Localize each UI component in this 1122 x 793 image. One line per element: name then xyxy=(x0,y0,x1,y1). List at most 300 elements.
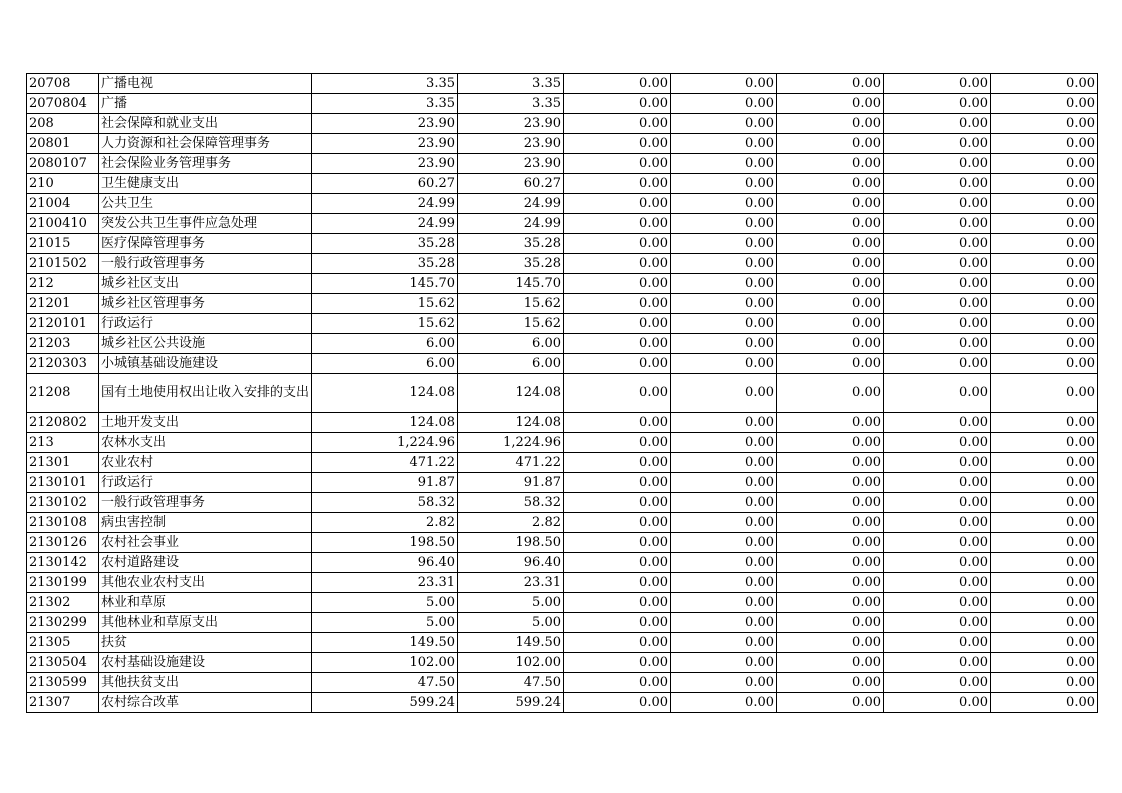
amount-cell-col-1: 5.00 xyxy=(312,613,458,633)
table-row xyxy=(27,553,1098,573)
amount-cell-col-5: 0.00 xyxy=(777,254,884,274)
amount-cell-col-2: 96.40 xyxy=(458,553,564,573)
amount-cell-col-4: 0.00 xyxy=(671,74,777,94)
subject-name-cell: 社会保险业务管理事务 xyxy=(99,154,312,174)
amount-cell-col-5: 0.00 xyxy=(777,553,884,573)
subject-code-cell: 21305 xyxy=(27,633,99,653)
amount-cell-col-4: 0.00 xyxy=(671,673,777,693)
amount-cell-col-6: 0.00 xyxy=(884,693,991,713)
amount-cell-col-3: 0.00 xyxy=(564,314,671,334)
table-row xyxy=(27,314,1098,334)
amount-cell-col-7: 0.00 xyxy=(991,513,1098,533)
amount-cell-col-2: 6.00 xyxy=(458,334,564,354)
amount-cell-col-6: 0.00 xyxy=(884,154,991,174)
amount-cell-col-1: 102.00 xyxy=(312,653,458,673)
amount-cell-col-4: 0.00 xyxy=(671,573,777,593)
amount-cell-col-5: 0.00 xyxy=(777,613,884,633)
subject-name-cell: 突发公共卫生事件应急处理 xyxy=(99,214,312,234)
amount-cell-col-3: 0.00 xyxy=(564,593,671,613)
subject-name-cell: 土地开发支出 xyxy=(99,413,312,433)
amount-cell-col-5: 0.00 xyxy=(777,374,884,413)
amount-cell-col-5: 0.00 xyxy=(777,114,884,134)
subject-code-cell: 21301 xyxy=(27,453,99,473)
amount-cell-col-4: 0.00 xyxy=(671,653,777,673)
amount-cell-col-7: 0.00 xyxy=(991,274,1098,294)
subject-code-cell: 2130299 xyxy=(27,613,99,633)
table-row xyxy=(27,234,1098,254)
amount-cell-col-2: 145.70 xyxy=(458,274,564,294)
amount-cell-col-7: 0.00 xyxy=(991,553,1098,573)
subject-name-cell: 行政运行 xyxy=(99,314,312,334)
amount-cell-col-1: 58.32 xyxy=(312,493,458,513)
amount-cell-col-7: 0.00 xyxy=(991,473,1098,493)
subject-name-cell: 卫生健康支出 xyxy=(99,174,312,194)
amount-cell-col-4: 0.00 xyxy=(671,254,777,274)
subject-code-cell: 2120101 xyxy=(27,314,99,334)
table-row xyxy=(27,493,1098,513)
amount-cell-col-3: 0.00 xyxy=(564,214,671,234)
table-row xyxy=(27,174,1098,194)
amount-cell-col-6: 0.00 xyxy=(884,94,991,114)
table-row xyxy=(27,374,1098,413)
amount-cell-col-3: 0.00 xyxy=(564,114,671,134)
amount-cell-col-1: 3.35 xyxy=(312,94,458,114)
subject-code-cell: 2101502 xyxy=(27,254,99,274)
subject-code-cell: 21004 xyxy=(27,194,99,214)
amount-cell-col-1: 3.35 xyxy=(312,74,458,94)
amount-cell-col-5: 0.00 xyxy=(777,693,884,713)
amount-cell-col-3: 0.00 xyxy=(564,533,671,553)
subject-name-cell: 一般行政管理事务 xyxy=(99,493,312,513)
amount-cell-col-5: 0.00 xyxy=(777,134,884,154)
amount-cell-col-5: 0.00 xyxy=(777,493,884,513)
amount-cell-col-7: 0.00 xyxy=(991,693,1098,713)
subject-name-cell: 扶贫 xyxy=(99,633,312,653)
amount-cell-col-2: 23.90 xyxy=(458,134,564,154)
amount-cell-col-7: 0.00 xyxy=(991,74,1098,94)
amount-cell-col-3: 0.00 xyxy=(564,673,671,693)
subject-name-cell: 医疗保障管理事务 xyxy=(99,234,312,254)
amount-cell-col-6: 0.00 xyxy=(884,413,991,433)
amount-cell-col-4: 0.00 xyxy=(671,553,777,573)
amount-cell-col-6: 0.00 xyxy=(884,493,991,513)
subject-code-cell: 21302 xyxy=(27,593,99,613)
amount-cell-col-6: 0.00 xyxy=(884,114,991,134)
table-row xyxy=(27,154,1098,174)
amount-cell-col-4: 0.00 xyxy=(671,174,777,194)
table-row xyxy=(27,673,1098,693)
amount-cell-col-4: 0.00 xyxy=(671,453,777,473)
table-row xyxy=(27,194,1098,214)
amount-cell-col-6: 0.00 xyxy=(884,314,991,334)
amount-cell-col-3: 0.00 xyxy=(564,433,671,453)
amount-cell-col-2: 3.35 xyxy=(458,94,564,114)
amount-cell-col-1: 23.90 xyxy=(312,154,458,174)
subject-name-cell: 广播电视 xyxy=(99,74,312,94)
amount-cell-col-6: 0.00 xyxy=(884,374,991,413)
amount-cell-col-2: 91.87 xyxy=(458,473,564,493)
amount-cell-col-2: 599.24 xyxy=(458,693,564,713)
amount-cell-col-6: 0.00 xyxy=(884,433,991,453)
table-row xyxy=(27,533,1098,553)
amount-cell-col-5: 0.00 xyxy=(777,274,884,294)
subject-code-cell: 2130108 xyxy=(27,513,99,533)
amount-cell-col-2: 60.27 xyxy=(458,174,564,194)
subject-name-cell: 社会保障和就业支出 xyxy=(99,114,312,134)
amount-cell-col-7: 0.00 xyxy=(991,294,1098,314)
amount-cell-col-6: 0.00 xyxy=(884,194,991,214)
amount-cell-col-5: 0.00 xyxy=(777,573,884,593)
amount-cell-col-2: 15.62 xyxy=(458,314,564,334)
amount-cell-col-4: 0.00 xyxy=(671,194,777,214)
table-row xyxy=(27,433,1098,453)
amount-cell-col-2: 23.31 xyxy=(458,573,564,593)
amount-cell-col-5: 0.00 xyxy=(777,593,884,613)
subject-code-cell: 21208 xyxy=(27,374,99,413)
subject-code-cell: 2130504 xyxy=(27,653,99,673)
amount-cell-col-3: 0.00 xyxy=(564,274,671,294)
amount-cell-col-2: 3.35 xyxy=(458,74,564,94)
amount-cell-col-5: 0.00 xyxy=(777,234,884,254)
amount-cell-col-6: 0.00 xyxy=(884,513,991,533)
amount-cell-col-6: 0.00 xyxy=(884,673,991,693)
amount-cell-col-7: 0.00 xyxy=(991,573,1098,593)
subject-name-cell: 广播 xyxy=(99,94,312,114)
amount-cell-col-7: 0.00 xyxy=(991,653,1098,673)
amount-cell-col-7: 0.00 xyxy=(991,493,1098,513)
subject-code-cell: 20708 xyxy=(27,74,99,94)
amount-cell-col-7: 0.00 xyxy=(991,134,1098,154)
amount-cell-col-4: 0.00 xyxy=(671,314,777,334)
subject-name-cell: 农村道路建设 xyxy=(99,553,312,573)
amount-cell-col-5: 0.00 xyxy=(777,154,884,174)
amount-cell-col-5: 0.00 xyxy=(777,354,884,374)
amount-cell-col-5: 0.00 xyxy=(777,314,884,334)
amount-cell-col-3: 0.00 xyxy=(564,74,671,94)
amount-cell-col-1: 5.00 xyxy=(312,593,458,613)
amount-cell-col-6: 0.00 xyxy=(884,214,991,234)
amount-cell-col-7: 0.00 xyxy=(991,354,1098,374)
subject-code-cell: 2130101 xyxy=(27,473,99,493)
amount-cell-col-3: 0.00 xyxy=(564,553,671,573)
subject-code-cell: 2130199 xyxy=(27,573,99,593)
amount-cell-col-1: 471.22 xyxy=(312,453,458,473)
table-row xyxy=(27,513,1098,533)
amount-cell-col-1: 145.70 xyxy=(312,274,458,294)
subject-code-cell: 213 xyxy=(27,433,99,453)
amount-cell-col-3: 0.00 xyxy=(564,194,671,214)
amount-cell-col-3: 0.00 xyxy=(564,94,671,114)
table-row xyxy=(27,114,1098,134)
table-row xyxy=(27,94,1098,114)
amount-cell-col-3: 0.00 xyxy=(564,693,671,713)
amount-cell-col-2: 47.50 xyxy=(458,673,564,693)
amount-cell-col-5: 0.00 xyxy=(777,74,884,94)
subject-name-cell: 农村社会事业 xyxy=(99,533,312,553)
amount-cell-col-5: 0.00 xyxy=(777,194,884,214)
subject-code-cell: 210 xyxy=(27,174,99,194)
amount-cell-col-6: 0.00 xyxy=(884,234,991,254)
subject-name-cell: 农村基础设施建设 xyxy=(99,653,312,673)
subject-code-cell: 2120303 xyxy=(27,354,99,374)
amount-cell-col-3: 0.00 xyxy=(564,254,671,274)
amount-cell-col-1: 23.90 xyxy=(312,114,458,134)
amount-cell-col-7: 0.00 xyxy=(991,633,1098,653)
amount-cell-col-7: 0.00 xyxy=(991,114,1098,134)
amount-cell-col-2: 58.32 xyxy=(458,493,564,513)
amount-cell-col-4: 0.00 xyxy=(671,633,777,653)
amount-cell-col-6: 0.00 xyxy=(884,254,991,274)
amount-cell-col-3: 0.00 xyxy=(564,374,671,413)
amount-cell-col-2: 6.00 xyxy=(458,354,564,374)
subject-name-cell: 行政运行 xyxy=(99,473,312,493)
subject-name-cell: 一般行政管理事务 xyxy=(99,254,312,274)
subject-name-cell: 病虫害控制 xyxy=(99,513,312,533)
amount-cell-col-2: 5.00 xyxy=(458,593,564,613)
amount-cell-col-4: 0.00 xyxy=(671,413,777,433)
subject-name-cell: 农业农村 xyxy=(99,453,312,473)
table-row xyxy=(27,134,1098,154)
amount-cell-col-3: 0.00 xyxy=(564,573,671,593)
subject-code-cell: 212 xyxy=(27,274,99,294)
amount-cell-col-6: 0.00 xyxy=(884,553,991,573)
amount-cell-col-5: 0.00 xyxy=(777,174,884,194)
amount-cell-col-1: 599.24 xyxy=(312,693,458,713)
table-row xyxy=(27,334,1098,354)
amount-cell-col-4: 0.00 xyxy=(671,493,777,513)
amount-cell-col-7: 0.00 xyxy=(991,613,1098,633)
amount-cell-col-4: 0.00 xyxy=(671,334,777,354)
table-row xyxy=(27,473,1098,493)
amount-cell-col-5: 0.00 xyxy=(777,214,884,234)
amount-cell-col-2: 35.28 xyxy=(458,234,564,254)
amount-cell-col-4: 0.00 xyxy=(671,134,777,154)
amount-cell-col-3: 0.00 xyxy=(564,633,671,653)
amount-cell-col-6: 0.00 xyxy=(884,274,991,294)
subject-name-cell: 城乡社区管理事务 xyxy=(99,294,312,314)
subject-code-cell: 2120802 xyxy=(27,413,99,433)
subject-code-cell: 21203 xyxy=(27,334,99,354)
amount-cell-col-1: 35.28 xyxy=(312,234,458,254)
amount-cell-col-1: 35.28 xyxy=(312,254,458,274)
amount-cell-col-2: 2.82 xyxy=(458,513,564,533)
amount-cell-col-6: 0.00 xyxy=(884,74,991,94)
subject-name-cell: 公共卫生 xyxy=(99,194,312,214)
subject-code-cell: 2100410 xyxy=(27,214,99,234)
amount-cell-col-1: 6.00 xyxy=(312,334,458,354)
amount-cell-col-5: 0.00 xyxy=(777,513,884,533)
amount-cell-col-3: 0.00 xyxy=(564,613,671,633)
subject-name-cell: 农村综合改革 xyxy=(99,693,312,713)
amount-cell-col-5: 0.00 xyxy=(777,433,884,453)
amount-cell-col-5: 0.00 xyxy=(777,294,884,314)
subject-code-cell: 2130102 xyxy=(27,493,99,513)
subject-name-cell: 城乡社区公共设施 xyxy=(99,334,312,354)
subject-code-cell: 208 xyxy=(27,114,99,134)
amount-cell-col-6: 0.00 xyxy=(884,633,991,653)
table-row xyxy=(27,573,1098,593)
table-row xyxy=(27,413,1098,433)
table-row xyxy=(27,354,1098,374)
amount-cell-col-1: 47.50 xyxy=(312,673,458,693)
amount-cell-col-3: 0.00 xyxy=(564,354,671,374)
table-row xyxy=(27,214,1098,234)
amount-cell-col-3: 0.00 xyxy=(564,493,671,513)
amount-cell-col-2: 23.90 xyxy=(458,114,564,134)
amount-cell-col-7: 0.00 xyxy=(991,533,1098,553)
amount-cell-col-1: 24.99 xyxy=(312,214,458,234)
amount-cell-col-2: 124.08 xyxy=(458,374,564,413)
amount-cell-col-6: 0.00 xyxy=(884,653,991,673)
amount-cell-col-7: 0.00 xyxy=(991,154,1098,174)
amount-cell-col-6: 0.00 xyxy=(884,533,991,553)
amount-cell-col-5: 0.00 xyxy=(777,673,884,693)
subject-code-cell: 21015 xyxy=(27,234,99,254)
subject-name-cell: 国有土地使用权出让收入安排的支出 xyxy=(99,374,312,413)
amount-cell-col-6: 0.00 xyxy=(884,134,991,154)
amount-cell-col-1: 124.08 xyxy=(312,374,458,413)
amount-cell-col-6: 0.00 xyxy=(884,354,991,374)
amount-cell-col-7: 0.00 xyxy=(991,593,1098,613)
amount-cell-col-4: 0.00 xyxy=(671,533,777,553)
amount-cell-col-1: 24.99 xyxy=(312,194,458,214)
amount-cell-col-1: 1,224.96 xyxy=(312,433,458,453)
amount-cell-col-4: 0.00 xyxy=(671,593,777,613)
amount-cell-col-7: 0.00 xyxy=(991,413,1098,433)
amount-cell-col-7: 0.00 xyxy=(991,174,1098,194)
amount-cell-col-5: 0.00 xyxy=(777,94,884,114)
amount-cell-col-3: 0.00 xyxy=(564,453,671,473)
amount-cell-col-4: 0.00 xyxy=(671,374,777,413)
subject-name-cell: 城乡社区支出 xyxy=(99,274,312,294)
amount-cell-col-1: 23.90 xyxy=(312,134,458,154)
amount-cell-col-1: 96.40 xyxy=(312,553,458,573)
amount-cell-col-6: 0.00 xyxy=(884,573,991,593)
amount-cell-col-2: 149.50 xyxy=(458,633,564,653)
amount-cell-col-3: 0.00 xyxy=(564,653,671,673)
amount-cell-col-1: 6.00 xyxy=(312,354,458,374)
amount-cell-col-2: 15.62 xyxy=(458,294,564,314)
amount-cell-col-3: 0.00 xyxy=(564,334,671,354)
subject-code-cell: 2130126 xyxy=(27,533,99,553)
amount-cell-col-3: 0.00 xyxy=(564,174,671,194)
amount-cell-col-7: 0.00 xyxy=(991,254,1098,274)
amount-cell-col-6: 0.00 xyxy=(884,593,991,613)
amount-cell-col-1: 23.31 xyxy=(312,573,458,593)
amount-cell-col-7: 0.00 xyxy=(991,94,1098,114)
amount-cell-col-4: 0.00 xyxy=(671,354,777,374)
amount-cell-col-5: 0.00 xyxy=(777,473,884,493)
amount-cell-col-1: 149.50 xyxy=(312,633,458,653)
amount-cell-col-3: 0.00 xyxy=(564,473,671,493)
amount-cell-col-5: 0.00 xyxy=(777,653,884,673)
amount-cell-col-6: 0.00 xyxy=(884,473,991,493)
subject-code-cell: 2080107 xyxy=(27,154,99,174)
table-row xyxy=(27,593,1098,613)
amount-cell-col-7: 0.00 xyxy=(991,234,1098,254)
amount-cell-col-5: 0.00 xyxy=(777,334,884,354)
amount-cell-col-2: 5.00 xyxy=(458,613,564,633)
table-row xyxy=(27,653,1098,673)
amount-cell-col-5: 0.00 xyxy=(777,413,884,433)
amount-cell-col-6: 0.00 xyxy=(884,334,991,354)
amount-cell-col-3: 0.00 xyxy=(564,294,671,314)
amount-cell-col-4: 0.00 xyxy=(671,154,777,174)
amount-cell-col-4: 0.00 xyxy=(671,693,777,713)
amount-cell-col-7: 0.00 xyxy=(991,334,1098,354)
amount-cell-col-2: 471.22 xyxy=(458,453,564,473)
amount-cell-col-6: 0.00 xyxy=(884,174,991,194)
table-row xyxy=(27,633,1098,653)
table-row xyxy=(27,254,1098,274)
amount-cell-col-7: 0.00 xyxy=(991,194,1098,214)
subject-code-cell: 2070804 xyxy=(27,94,99,114)
amount-cell-col-3: 0.00 xyxy=(564,154,671,174)
subject-code-cell: 21307 xyxy=(27,693,99,713)
subject-code-cell: 20801 xyxy=(27,134,99,154)
amount-cell-col-2: 198.50 xyxy=(458,533,564,553)
amount-cell-col-3: 0.00 xyxy=(564,513,671,533)
amount-cell-col-7: 0.00 xyxy=(991,374,1098,413)
amount-cell-col-1: 15.62 xyxy=(312,294,458,314)
amount-cell-col-2: 35.28 xyxy=(458,254,564,274)
amount-cell-col-4: 0.00 xyxy=(671,234,777,254)
amount-cell-col-5: 0.00 xyxy=(777,453,884,473)
amount-cell-col-4: 0.00 xyxy=(671,94,777,114)
amount-cell-col-3: 0.00 xyxy=(564,134,671,154)
amount-cell-col-2: 24.99 xyxy=(458,214,564,234)
amount-cell-col-4: 0.00 xyxy=(671,294,777,314)
amount-cell-col-7: 0.00 xyxy=(991,453,1098,473)
amount-cell-col-4: 0.00 xyxy=(671,433,777,453)
amount-cell-col-6: 0.00 xyxy=(884,613,991,633)
amount-cell-col-5: 0.00 xyxy=(777,533,884,553)
amount-cell-col-3: 0.00 xyxy=(564,413,671,433)
amount-cell-col-1: 198.50 xyxy=(312,533,458,553)
amount-cell-col-4: 0.00 xyxy=(671,114,777,134)
table-row xyxy=(27,274,1098,294)
amount-cell-col-7: 0.00 xyxy=(991,673,1098,693)
amount-cell-col-2: 124.08 xyxy=(458,413,564,433)
subject-code-cell: 2130142 xyxy=(27,553,99,573)
table-row xyxy=(27,294,1098,314)
amount-cell-col-2: 1,224.96 xyxy=(458,433,564,453)
subject-code-cell: 2130599 xyxy=(27,673,99,693)
amount-cell-col-2: 24.99 xyxy=(458,194,564,214)
amount-cell-col-4: 0.00 xyxy=(671,613,777,633)
amount-cell-col-4: 0.00 xyxy=(671,473,777,493)
table-row xyxy=(27,74,1098,94)
amount-cell-col-4: 0.00 xyxy=(671,214,777,234)
amount-cell-col-1: 124.08 xyxy=(312,413,458,433)
amount-cell-col-5: 0.00 xyxy=(777,633,884,653)
subject-name-cell: 其他林业和草原支出 xyxy=(99,613,312,633)
amount-cell-col-1: 2.82 xyxy=(312,513,458,533)
amount-cell-col-6: 0.00 xyxy=(884,294,991,314)
amount-cell-col-1: 60.27 xyxy=(312,174,458,194)
amount-cell-col-3: 0.00 xyxy=(564,234,671,254)
amount-cell-col-2: 23.90 xyxy=(458,154,564,174)
amount-cell-col-7: 0.00 xyxy=(991,314,1098,334)
amount-cell-col-4: 0.00 xyxy=(671,274,777,294)
budget-table xyxy=(26,73,1098,713)
amount-cell-col-4: 0.00 xyxy=(671,513,777,533)
amount-cell-col-7: 0.00 xyxy=(991,433,1098,453)
subject-name-cell: 其他农业农村支出 xyxy=(99,573,312,593)
subject-name-cell: 其他扶贫支出 xyxy=(99,673,312,693)
amount-cell-col-2: 102.00 xyxy=(458,653,564,673)
subject-name-cell: 林业和草原 xyxy=(99,593,312,613)
